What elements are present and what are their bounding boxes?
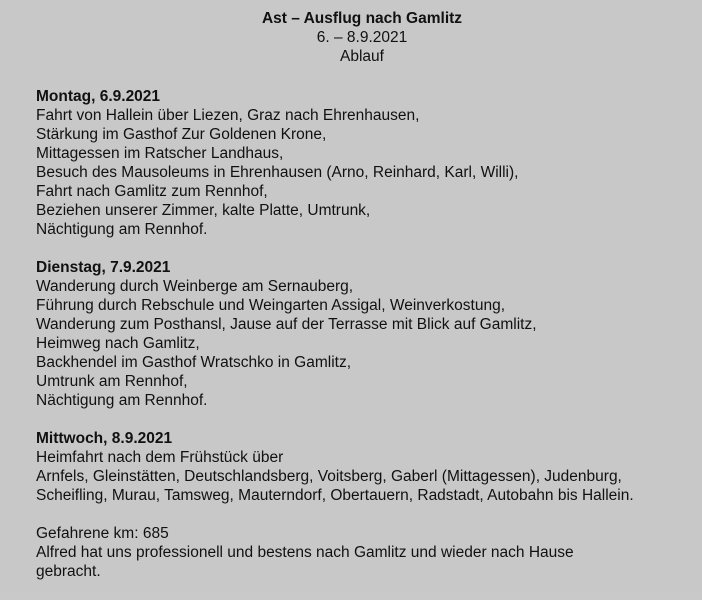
document-header <box>0 9 702 66</box>
day-heading: Mittwoch, 8.9.2021 <box>36 430 173 447</box>
itinerary-line: Nächtigung am Rennhof. <box>36 221 208 238</box>
itinerary-content <box>36 87 696 600</box>
itinerary-line: Scheifling, Murau, Tamsweg, Mauterndorf, Obertauern, Radstadt, Autobahn bis Hallein. <box>36 487 634 504</box>
day-section-wednesday <box>36 429 696 505</box>
itinerary-line: Nächtigung am Rennhof. <box>36 392 208 409</box>
itinerary-line: Fahrt von Hallein über Liezen, Graz nach Ehrenhausen, <box>36 107 420 124</box>
itinerary-line: Beziehen unserer Zimmer, kalte Platte, Umtrunk, <box>36 202 371 219</box>
day-section-monday <box>36 87 696 239</box>
day-heading: Montag, 6.9.2021 <box>36 88 161 105</box>
itinerary-line: Umtrunk am Rennhof, <box>36 373 188 390</box>
distance-driven: Gefahrene km: 685 <box>36 525 169 542</box>
itinerary-line: Arnfels, Gleinstätten, Deutschlandsberg, Voitsberg, Gaberl (Mittagessen), Judenburg, <box>36 468 622 485</box>
summary-note-line: Alfred hat uns professionell und bestens nach Gamlitz und wieder nach Hause <box>36 544 574 561</box>
itinerary-line: Mittagessen im Ratscher Landhaus, <box>36 145 284 162</box>
itinerary-line: Stärkung im Gasthof Zur Goldenen Krone, <box>36 126 327 143</box>
document-subtitle: Ablauf <box>340 48 384 65</box>
summary-note-line: gebracht. <box>36 563 101 580</box>
itinerary-line: Wanderung durch Weinberge am Sernauberg, <box>36 278 354 295</box>
itinerary-line: Besuch des Mausoleums in Ehrenhausen (Arno, Reinhard, Karl, Willi), <box>36 164 519 181</box>
itinerary-line: Backhendel im Gasthof Wratschko in Gamlitz, <box>36 354 352 371</box>
trip-summary <box>36 524 696 581</box>
itinerary-line: Wanderung zum Posthansl, Jause auf der Terrasse mit Blick auf Gamlitz, <box>36 316 537 333</box>
itinerary-line: Fahrt nach Gamlitz zum Rennhof, <box>36 183 268 200</box>
document-title: Ast – Ausflug nach Gamlitz <box>261 10 463 27</box>
day-heading: Dienstag, 7.9.2021 <box>36 259 171 276</box>
itinerary-line: Heimweg nach Gamlitz, <box>36 335 200 352</box>
date-range: 6. – 8.9.2021 <box>316 29 408 46</box>
itinerary-line: Führung durch Rebschule und Weingarten Assigal, Weinverkostung, <box>36 297 506 314</box>
day-section-tuesday <box>36 258 696 410</box>
itinerary-line: Heimfahrt nach dem Frühstück über <box>36 449 284 466</box>
